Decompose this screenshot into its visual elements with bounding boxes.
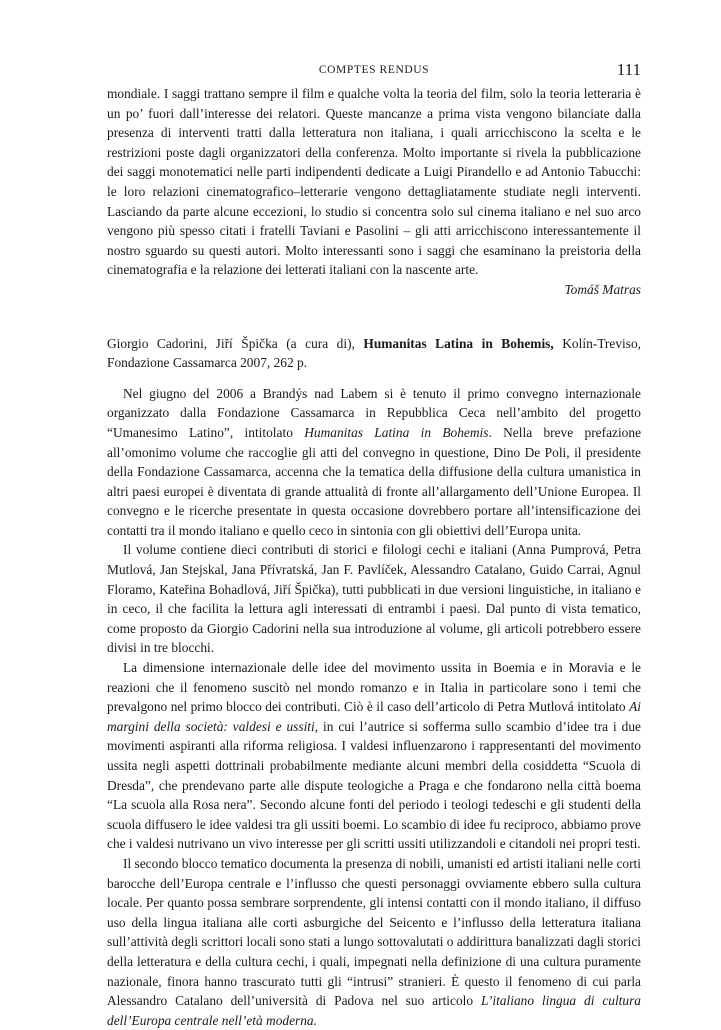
page (107, 58, 641, 1030)
reference-authors: Giorgio Cadorini, Jiří Špička (a cura di), (107, 335, 364, 351)
paragraph-1-title: Humanitas Latina in Bohemis (304, 424, 489, 440)
page-number: 111 (616, 60, 641, 79)
paragraph-3-title: Ai margini della società: valdesi e ussiti (107, 699, 641, 734)
body-text (107, 84, 641, 1030)
paragraph-1-text-a: Nel giugno del 2006 a Brandýs nad Labem si è tenuto il primo convegno internazionale organizzato dalla Fondazione Cassamarca in Repubblica Ceca nell’ambito del progetto “Umanesimo Latino”, intitolato (107, 385, 641, 440)
paragraph-2: Il volume contiene dieci contributi di storici e filologi cechi e italiani (Anna Pumprová, Petra Mutlová, Jan Stejskal, Jana Přívratská, Jan F. Pavlíček, Alessandro Catalano, Guido Carrai, Agnul Floramo, Kateřina Bohadlová, Jiří Špička), tutti pubblicati in due versioni linguistiche, in italiano e in ceco, il che facilita la lettura agli interessati di entrambi i paesi. Dal punto di vista tematico, come proposto da Giorgio Cadorini nella sua introduzione al volume, gli articoli potrebbero essere divisi in tre blocchi. (107, 542, 641, 656)
paragraph-4-title: L’italiano lingua di cultura dell’Europa centrale nell’età moderna. (107, 993, 641, 1028)
reviewer-signature: Tomáš Matras (564, 281, 641, 297)
paragraph-3-text-a: La dimensione internazionale delle idee del movimento ussita in Boemia e in Moravia e le reazioni che il fenomeno suscitò nel mondo romanzo e in Italia in particolare sono i temi che prevalgono nel primo blocco dei contributi. Ciò è il caso dell’articolo di Petra Mutlová intitolato (107, 660, 641, 715)
running-head: COMPTES RENDUS (318, 64, 430, 76)
bibliographic-reference (107, 334, 641, 373)
reference-publication: Kolín-Treviso, Fondazione Cassamarca 2007, 262 p. (107, 335, 641, 371)
paragraph-1 (107, 384, 641, 541)
reference-title: Humanitas Latina in Bohemis, (363, 335, 554, 351)
paragraph-1-text-b: . Nella breve prefazione all’omonimo volume che raccoglie gli atti del convegno in questione, Dino De Poli, il presidente della Fondazione Cassamarca, accenna che la tematica della diffusione della cultura umanistica in altri paesi europei è diventata di grande attualità di fronte all’allargamento dell’Unione Europea. Il convegno e le ricerche presentate in questa occasione dovrebbero portare all’intensificazione dei contatti tra il mondo italiano e quello ceco in sintonia con gli obiettivi dell’Europa unita. (107, 424, 642, 538)
page-header (107, 58, 641, 84)
paragraph-3-text-b: , in cui l’autrice si sofferma sullo scambio d’idee tra i due movimenti aspiranti alla riforma religiosa. I valdesi influenzarono i rappresentanti del movimento ussita negli aspetti dottrinali probabilmente mediante alcuni membri della cosiddetta “Scuola di Dresda”, che prendevano parte alle dispute teologiche a Praga e che fondarono nella città boema “La scuola alla Rosa nera”. Secondo alcune fonti del periodo i teologi tedeschi e gli studenti della scuola diffusero le idee valdesi tra gli ussiti boemi. Lo scambio di idee fu reciproco, abbiamo prove che i valdesi nutrivano un vivo interesse per gli scritti ussiti utilizzandoli e citandoli nei propri testi. (107, 718, 641, 852)
previous-review-paragraph: mondiale. I saggi trattano sempre il film e qualche volta la teoria del film, solo la teoria letteraria è un po’ fuori dall’interesse dei relatori. Queste mancanze a prima vista vengono bilanciate dalla presenza di interventi tratti dalla letteratura non italiana, i quali arricchiscono la scelta e le restrizioni poste dagli organizzatori della conferenza. Molto importante si rivela la pubblicazione dei saggi monotematici nelle parti indipendenti dedicate a Luigi Pirandello e ad Antonio Tabucchi: le loro relazioni cinematografico–letterarie vengono dettagliatamente studiate negli interventi. Lasciando da parte alcune eccezioni, lo studio si concentra solo sul cinema italiano e nel suo arco vengono più spesso citati i fratelli Taviani e Pasolini – gli atti arricchiscono interessantemente il nostro sguardo su questi autori. Molto interessanti sono i saggi che esaminano la preistoria della cinematografia e la relazione dei letterati italiani con la nascente arte. (107, 86, 641, 278)
paragraph-4 (107, 854, 641, 1030)
paragraph-4-text-a: Il secondo blocco tematico documenta la presenza di nobili, umanisti ed artisti italiani nelle corti barocche dell’Europa centrale e l’influsso che questi personaggi ovviamente ebbero sulla cultura locale. Per quanto possa sembrare sorprendente, gli intensi contatti con il mondo italiano, il diffuso uso della lingua italiana alle corti asburgiche del Seicento e l’influsso della letteratura italiana sull’attività degli scrittori locali sono stati a lungo sottovalutati o addirittura banalizzati dagli storici della letteratura e della cultura cechi, i quali, impegnati nella definizione di una cultura puramente nazionale, finora hanno trascurato tutti gli “intrusi” stranieri. È questo il fenomeno di cui parla Alessandro Catalano dell’università di Padova nel suo articolo (107, 855, 641, 1009)
paragraph-3 (107, 658, 641, 854)
